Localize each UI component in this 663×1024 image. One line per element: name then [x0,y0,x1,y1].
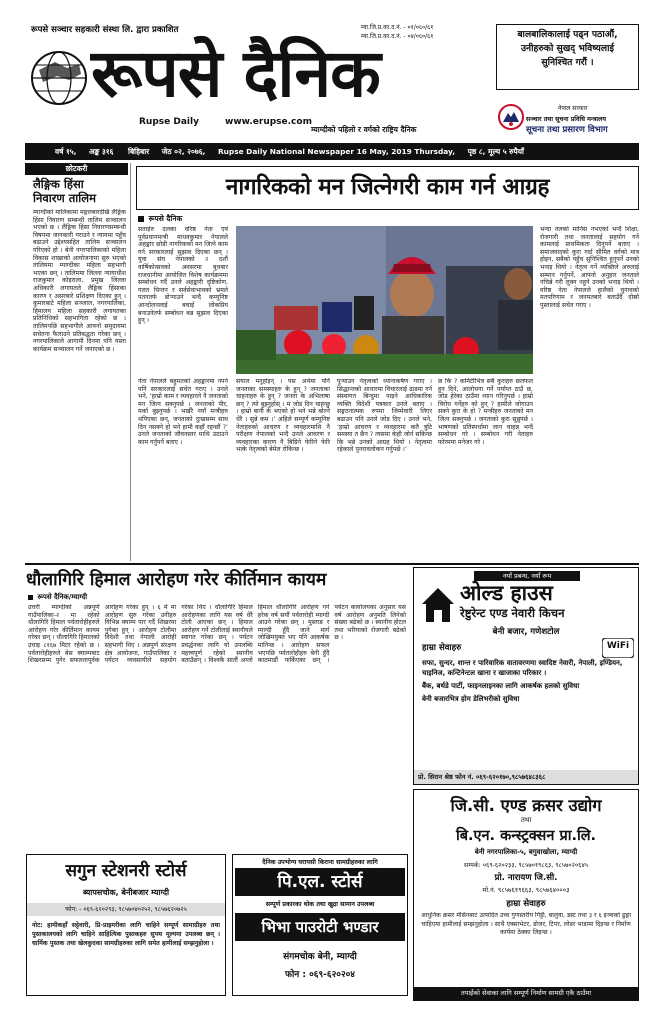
lead-column-1b: नेता नेपालले बहुमतको अहङ्कारमा नपर्न पनि सरकारलाई सचेत गराए । उनले भने, ‘हाम्रो काम र व्यवहारले नै जनताको मन जित्न सक्नुपर्छ । जनताको पीर, मर्का बुझ्नुपर्छ । भर्खरै नयाँ मन्त्रीहरु थपिएका छन्, जनताको दुःखसम्म साथ दिन नसक्ने हो भने हामी कहाँ रहन्छौं ?’ उनले जनताको जीवनस्तर माथि उठाउने काम गर्नुपर्ने बताए । [138,378,228,446]
ad-gc-services-label: हाम्रा सेवाहरु [506,899,546,909]
ad-pl-phone: फोन : ०६९-६२०२०४ [285,970,355,980]
weekday: बिहिबार [128,147,150,156]
ad-old-house-contact: प्रो. सिरान श्रेष्ठ फोन नं. ०६९-६२०१७०,९८५७६४८३६८ [414,770,638,784]
sidebar-headline [33,177,128,205]
lead-column-4: छ कि ? कमिटीभित्र सबै कुराहरु छलफल हुन दिने, आलोचना गर्ने पर्याप्त ठाउँ छ, जोड हेरेका ठाउँमा ध्यान गरिनुपर्छ । हाम्रो विरोध गर्नेहरु को हुन् ? हामीले जोगाउन सक्ने कुरा के हो ? मन्त्रीहरु जनताको मन जित्न सक्नुपर्छ । जनताको कुरा सुन्नुपर्छ । भाषणको प्रतिस्पर्धामा जान चाहन्न भन्दै सम्बोधन गरे । सम्बोधन गरी नेताहरु फोरममा मनेजर गरे । [438,378,533,446]
ad-gc-services: आधुनिक क्रसर मेसिनबाट उत्पादित उच्च गुणस्तरीय गिट्टी, बालुवा, डस्ट तथा ३ र ६ इञ्चको ढुङ्गा चाहिएमा हामीलाई सम्झनुहोला । साथै एक्साभेटर, डोजर, टिपर, लोडर भाडामा दिइन्छ र निर्माण कार्यमा ठेक्का लिइन्छ । [420,912,631,936]
ad-gc-proprietor: प्रो. नारायण जि.सी. [494,873,558,883]
lead-column-1: सताईरु दलका वरिष्ठ नेता एवं पूर्वप्रधानमन्त्री माधवकुमार नेपालले अहङ्कार छोडी नागरिकको मन जित्ने काम गर्न सरकारलाई सुझाव दिएका छन् । युवा संघ नेपालको २ दशौं वार्षिकोत्सवको अवसरमा बुधबार राजधानीमा आयोजित विशेष कार्यक्रममा सम्बोधन गर्दै उनले अहङ्कारी दृष्टिकोण, गलत चिन्तन र सर्वसेवाभावको भ्रमले पतनतर्फ डोऱ्याउने भन्दै कम्युनिष्ट आन्दोलनलाई बचाई लोकप्रिय बनाउनेतर्फ सम्बोधन बन्न सुझाव दिएका हुन् । [138,226,228,325]
ad-old-house-subtitle: रेष्टुरेन्ट एण्ड नेवारी किचन [460,606,565,620]
ad-sagun-phone: फोन: - ०६९-६२०२९३, ९८५७०४०२५२, ९८५७६२०७२५ [27,903,225,916]
ad-old-house-services-label: हाम्रा सेवाहरु [422,643,462,653]
sidebar-headline-line: निवारण तालिम [33,191,96,205]
sidebar-article [25,163,128,561]
ad-gc-title-2: बि.एन. कन्स्ट्रक्सन प्रा.लि. [455,828,597,844]
govt-label: नेपाल सरकार [558,105,588,112]
registration-number-2: म्या.जि.प्र.का.द.नं. - ०४/०६०/६१ [361,33,434,40]
department-label: सूचना तथा प्रसारण विभाग [526,125,608,135]
ad-gc-contact: सम्पर्क: ०६९-६२०२३३, ९८५७०१९८६३, ९८५७०२०६४५ [463,862,589,869]
ad-old-house-location: बेनी बजार, गणेशटोल [492,627,560,637]
sidebar-headline-line: लैङ्गिक हिंसा [33,177,84,191]
issue: अङ्क ३१६ [89,147,114,156]
tagline: म्याग्दीको पहिलो र वर्गको राष्ट्रिय दैनिक [311,125,417,134]
list-item: बैंक, बर्थडे पार्टी, फाइनलाइनका लागि आकर्षक हलको सुविधा [422,682,580,690]
ad-pl-stores [232,854,408,996]
ad-gc-title: जि.सी. एण्ड क्रसर उद्योग [450,796,602,815]
government-notice [496,24,639,142]
ministry-label: सञ्चार तथा सूचना प्रविधि मन्त्रालय [526,116,606,123]
house-icon [420,584,456,624]
ad-gc-joiner: तथा [520,816,532,824]
ad-pl-sub: सम्पूर्ण प्रकारका थोक तथा खुद्रा सामान उपलब्ध [265,901,375,908]
lead-column-3: पुऱ्याउन नेतृत्वको ध्यानाकर्षण गराए । सिद्धान्तको आधारमा विचारलाई ढाडमा गर्न संस्थागत बिन्दुमा पाइने आधिकारिक व्यक्ति विदेशी पत्रकार उनले बताए । सङ्गठनात्मक रुपमा जिम्मेवारी लिएर बढाउन पनि उनले जोड दिए । उनले भने, ‘हाम्रो आचरण र व्यवहारमा कतै त्रुटि समस्या त छैन ? त्यसमा केही जोर्न सकिन्छ कि भन्ने उनको आग्रह थियो । नेतृत्वमा रहेकाले पुनरावलोकन गर्नुपर्छ ।’ [337,378,432,454]
lead-byline [138,214,182,224]
child-education-slogan [496,24,639,90]
sidebar-body: म्याग्दीको मालिकामा मङ्गलबारदेखि लैङ्गिक हिंसा निवारण सम्बन्धी तालिम सञ्चालन भएको छ । लैङ्गिक हिंसा निवारणसम्बन्धी विषयमा जानकारी गराउने र न्यायमा पहुँच बढाउने उद्देश्यसहित तालिम सञ्चालन गरिएको हो । बेनी नगरपालिकाको महिला विकास शाखाको आयोजनामा सुरु भएको तालिममा म्याग्दीका महिला सहभागी भएका छन् । तालिममा जिल्ला न्यायाधीश राजकुमार कोइराला, प्रमुख जिल्ला अधिकारी लगायतले लैङ्गिक हिंसाका कारण र असरबारे प्रशिक्षण दिएका हुन् । कुमारबाटे महिला सञ्जाल, नगरपालिका, हिमालय महिला सहकारी लगायतका प्रतिनिधिको सहभागिता रहेको छ । तालिमपछि सहभागीले आफ्नो समुदायमा सचेतना फैलाउने प्रतिबद्धता गरेका छन् । नगरपालिकाले आगामी दिनमा पनि यस्ता कार्यक्रम सञ्चालन गर्ने जनाएको छ । [33,209,126,353]
second-byline [28,593,87,602]
ad-sagun-name: सगुन स्टेशनरी स्टोर्स [65,861,187,881]
ad-pl-header: दैनिक उपभोग्य घरायसी किराना सामग्रीहरुका लागि [262,859,378,866]
ad-old-house-items [422,658,632,704]
lead-headline: नागरिकको मन जित्नेगरी काम गर्न आग्रह [136,166,639,210]
date-english: Rupse Daily National Newspaper 16 May, 2019 Thursday, [217,147,456,156]
second-headline: धौलागिरि हिमाल आरोहण गरेर कीर्तिमान कायम [26,570,327,590]
ad-old-house-name: ओल्ड हाउस [460,581,553,605]
ad-sagun-note: नोट: हामीकहाँ सट्टेवारी, प्रि-प्राइमरीका लागि चाहिने सम्पूर्ण सामाग्रीहरु तथा पुस्तकालयको लागि चाहिने साहित्यिक पुस्तकहरु सुपथ मूल्यमा उपलब्ध छन् । धार्मिक पुस्तक तथा खेलकुदका सामग्रीहरुका लागि समेत हामीलाई सम्झनुहोला । [32,922,220,947]
ad-pl-location: संगमचोक बेनी, म्याग्दी [283,952,357,962]
globe-logo-icon [29,48,89,108]
lead-photo [236,226,533,374]
ad-pl-name: पि.एल. स्टोर्स [235,868,405,896]
ad-gc-footer: तपाईंको सेवाका लागि सम्पूर्ण निर्माण सामग्री एकै ठाउँमा [414,987,638,1000]
publisher-line: रूपसे सञ्चार सहकारी संस्था लि. द्वारा प्रकाशित [31,25,179,35]
slogan-line: बालबालिकालाई पढ्न पठाऔं, [517,29,618,40]
ad-old-house [413,567,639,785]
website-link[interactable]: www.erupse.com [225,117,312,127]
ad-old-house-header: नयाँ प्रबन्ध, नयाँ रूप [474,571,580,581]
volume: वर्ष १५, [55,147,77,156]
ad-pl-name-2: भिभा पाउरोटी भण्डार [235,913,405,941]
slogan-line: उनीहरुको सुखद् भविष्यलाई [521,43,614,54]
sidebar-kicker: छोटकरी [25,163,128,175]
date-nepali: जेठ ०२, २०७६, [161,147,206,156]
ad-gc-mobile: मो.नं. ९८५७६१९६६३, ९८५७६४०००३ [482,886,570,894]
ad-sagun-stationery [26,854,226,996]
registration-number-1: म्या.जि.प्र.का.द.नं. - ०१/०६०/६१ [361,24,434,31]
newspaper-logo-text: रूपसे दैनिक [91,34,380,112]
lead-column-5: भन्दा तलको मानिस नभएको भन्दै शिक्षा, रोजगारी तथा जनतालाई सहयोग गर्ने कामलाई प्राथमिकता दिनुपर्ने बताए । समाजवादको कुरा गर्दा सीमित वर्गको मात्र होइन, सबैको पहुँच सुनिश्चित हुनुपर्ने उनको भनाइ थियो । नेतृत्व गर्ने व्यक्तिले अरुलाई सम्मान गर्नुपर्ने, आफ्नो अनुहार जनताले नचिन्ने गरी लुक्न नहुने उनको भनाइ थियो । वरिष्ठ नेता नेपालले हालैको चुनावको मतपरिणाम र जनमतबारे बताउँदै दोस्रो पुस्तालाई सचेत गराए । [540,226,639,309]
second-article-body: उत्तरी म्याग्दीको अन्नपूर्ण गाउँपालिका-२ मा रहेको धौलागिरि हिमाल पर्वतारोहीहरुले आरोहण गरेर कीर्तिमान कायम गरेका छन् । धौलागिरि हिमालको उचाइ ८१६७ मिटर रहेको छ । पर्वतारोहीहरुले बेस क्याम्पबाट शिखरसम्म पुगेर सफलतापूर्वक आरोहण गरेका हुन् । ६ मे मा आरोहण सुरु गरेका उनीहरु विभिन्न क्याम्प पार गर्दै शिखरमा पुगेका हुन् । आरोहण टोलीमा विदेशी तथा नेपाली आरोही सहभागी थिए । अन्नपूर्ण संरक्षण क्षेत्र आयोजना, गाउँपालिका र पर्यटन व्यवसायीले सहयोग गरेका थिए । धौलागिरि हिमाल आरोहणका लागि यस वर्ष धेरै टोली आएका छन् । हिमाल आरोहण गर्ने टोलीलाई स्थानीयले स्वागत गरेका छन् । पर्यटन प्रवर्द्धनका लागि यो उपलब्धि महत्त्वपूर्ण रहेको स्थानीय बताउँछन् । विश्वकै सातौं अग्लो हिमाल धौलागिरि आरोहण गर्न हरेक वर्ष सयौं पर्वतारोही म्याग्दी आउने गरेका छन् । मुस्ताङ र म्याग्दी हुँदै जाने मार्ग जोखिमयुक्त भए पनि आकर्षक मानिन्छ । आरोहण सफल भएपछि पर्वतारोहीहरु बेनी हुँदै काठमाडौं फर्किएका छन् । पर्यटन कार्यालयका अनुसार यस वर्ष आरोहण अनुमति लिनेको संख्या बढेको छ । स्थानीय होटल तथा भरियाको रोजगारी बढेको छ । [28,604,406,665]
slogan-line: सुनिश्चित गरौं । [541,57,594,68]
nepal-emblem-icon [498,104,524,130]
lead-column-2: सयाल मनुहोइन् । पस अर्थमा पनि जनताका समस्याहरु के हुन् ? जनताका चाहनाहरु के हुन् ? जनता के अभिलाषा छन् ? त्यो बुझ्नुहोस् । म जोड दिन चाहन्छु । हाम्रो बानी के भएको हो भने भन्ने बोल्ने धेरै । सुन्ने कम ।’ अहिले सम्पूर्ण कम्युनिष्ट नेताहरुको आचरण र व्यवहारमाथि नै परीक्षण नेपालको भन्दै उनले आचरण र व्यवहारका कारण नै बिग्रिने फेरिने फेरि भत्के नेतृत्वको बेमेल रोकिन्छ । [236,378,330,454]
list-item: बेनी बजारभित्र होम डेलिभरीको सुविधा [422,695,520,703]
ad-gc-address: बेनी नगरपालिका-५, बगुवाखोला, म्याग्दी [474,848,578,856]
list-item: सफा, सुन्दर, शान्त र पारिवारिक वातावरणमा स्वादिष्ट नेवारी, नेपाली, इण्डियन, चाइनिज, कन्टिनेन्टल खाना र खाजाका परिकार । [422,659,623,677]
ad-gc-crusher [413,789,639,1001]
byline-text: रूपसे दैनिक/म्याग्दी [37,593,88,601]
masthead [25,22,493,140]
wifi-label: WiFi [606,641,630,651]
pages-price: पृष्ठ ८, मूल्य ५ रुपैयाँ [467,147,524,156]
dateline-bar [25,143,639,160]
ad-sagun-location: ब्यापसचोक, बेनीबजार म्याग्दी [82,888,170,897]
english-name: Rupse Daily [139,117,199,127]
byline-text: रूपसे दैनिक [148,214,183,223]
